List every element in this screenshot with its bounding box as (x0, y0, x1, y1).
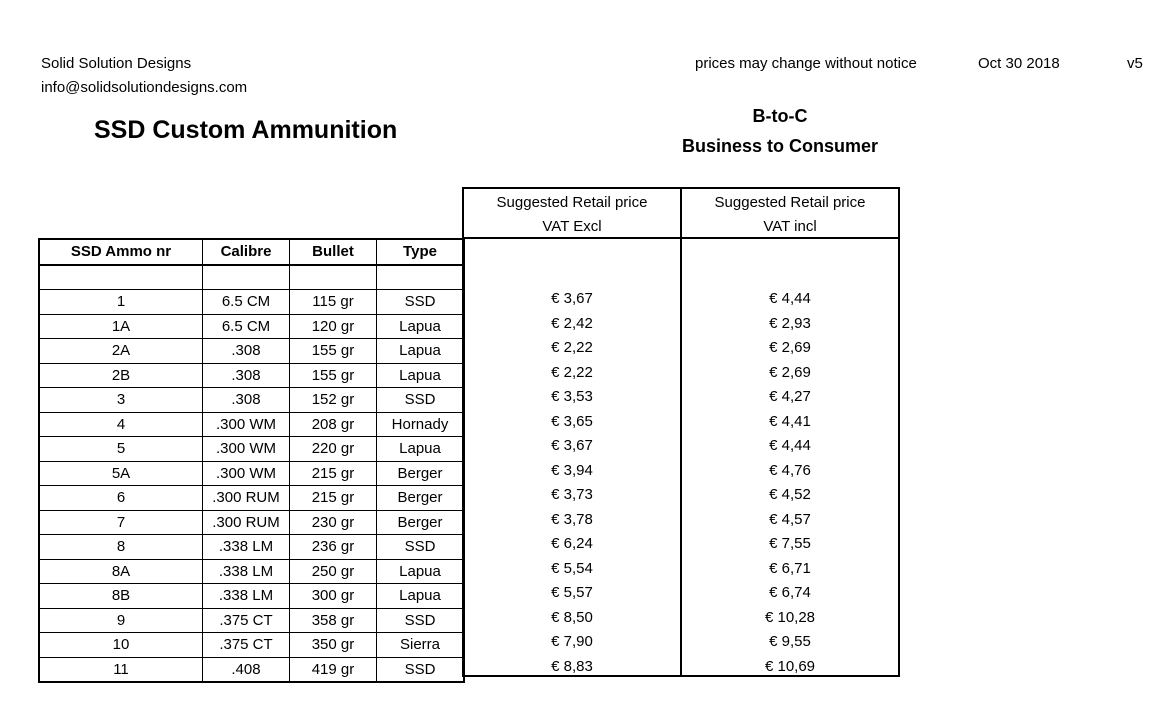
table-cell: 155 gr (290, 339, 377, 364)
table-row-empty (39, 265, 464, 290)
price-cell: € 4,27 (769, 388, 811, 405)
table-cell: .300 RUM (203, 486, 290, 511)
table-cell: 8B (39, 584, 203, 609)
table-cell: 8 (39, 535, 203, 560)
table-cell: 9 (39, 608, 203, 633)
table-cell: .308 (203, 388, 290, 413)
table-cell: 120 gr (290, 314, 377, 339)
table-cell: 1A (39, 314, 203, 339)
table-cell: 6.5 CM (203, 314, 290, 339)
price-list-vat-excl (464, 287, 680, 679)
table-cell: SSD (377, 608, 465, 633)
table-cell: 250 gr (290, 559, 377, 584)
price-cell: € 2,42 (551, 314, 593, 332)
table-row (39, 461, 464, 486)
table-cell: 236 gr (290, 535, 377, 560)
table-cell: 215 gr (290, 461, 377, 486)
table-cell: 208 gr (290, 412, 377, 437)
segment-label: B-to-C (752, 106, 808, 126)
table-row (39, 437, 464, 462)
table-cell: Lapua (377, 559, 465, 584)
table-cell: .300 WM (203, 412, 290, 437)
table-cell: Lapua (377, 584, 465, 609)
table-cell: 215 gr (290, 486, 377, 511)
price-cell: € 2,69 (769, 363, 811, 381)
table-cell: SSD (377, 535, 465, 560)
price-list-vat-incl (682, 287, 898, 679)
page-title: SSD Custom Ammunition (94, 116, 398, 144)
price-cell: € 6,24 (551, 535, 593, 552)
price-cell: € 9,55 (769, 633, 811, 650)
price-header-line: Suggested Retail price (496, 194, 648, 211)
table-cell: .300 WM (203, 461, 290, 486)
table-cell: Berger (377, 510, 465, 535)
table-cell: 6.5 CM (203, 290, 290, 315)
price-header-line: VAT Excl (542, 218, 602, 235)
table-row (39, 657, 464, 682)
table-row (39, 584, 464, 609)
table-row (39, 314, 464, 339)
table-cell: 3 (39, 388, 203, 413)
price-cell: € 10,69 (764, 657, 816, 675)
table-cell: .300 RUM (203, 510, 290, 535)
ammo-table (38, 238, 465, 683)
price-column-vat-incl (680, 187, 900, 677)
column-header: Type (377, 239, 465, 265)
table-cell: 220 gr (290, 437, 377, 462)
table-cell: Sierra (377, 633, 465, 658)
table-row (39, 290, 464, 315)
table-row (39, 388, 464, 413)
table-cell: SSD (377, 290, 465, 315)
table-cell: 230 gr (290, 510, 377, 535)
table-cell: .408 (203, 657, 290, 682)
price-cell: € 4,44 (769, 290, 811, 307)
price-cell: € 5,57 (551, 584, 593, 601)
table-row (39, 559, 464, 584)
table-cell: 358 gr (290, 608, 377, 633)
table-cell (377, 265, 465, 290)
table-cell: Lapua (377, 314, 465, 339)
price-cell: € 8,83 (551, 657, 593, 675)
price-cell: € 3,65 (551, 412, 593, 430)
price-cell: € 4,57 (769, 510, 811, 528)
table-body (39, 265, 464, 683)
column-header: Bullet (290, 239, 377, 265)
price-cell: € 3,73 (551, 486, 593, 503)
table-cell: 2A (39, 339, 203, 364)
table-cell: 8A (39, 559, 203, 584)
column-header: SSD Ammo nr (39, 239, 203, 265)
price-cell: € 2,69 (769, 339, 811, 356)
price-cell: € 3,94 (551, 461, 593, 479)
table-cell: .300 WM (203, 437, 290, 462)
company-email: info@solidsolutiondesigns.com (41, 79, 248, 96)
table-cell: 155 gr (290, 363, 377, 388)
document-version: v5 (1127, 55, 1143, 72)
price-cell: € 4,44 (769, 437, 811, 454)
table-cell (290, 265, 377, 290)
column-header: Calibre (203, 239, 290, 265)
table-row (39, 608, 464, 633)
price-cell: € 3,67 (551, 437, 593, 454)
table-cell: 350 gr (290, 633, 377, 658)
table-cell: 10 (39, 633, 203, 658)
company-name: Solid Solution Designs (41, 55, 192, 72)
table-cell: 4 (39, 412, 203, 437)
segment-full-label: Business to Consumer (681, 136, 879, 156)
price-cell: € 6,74 (769, 584, 811, 601)
table-cell: 2B (39, 363, 203, 388)
price-header-line: VAT incl (763, 218, 817, 235)
table-cell: 5 (39, 437, 203, 462)
price-cell: € 10,28 (764, 608, 816, 626)
table-cell: 1 (39, 290, 203, 315)
table-cell: Hornady (377, 412, 465, 437)
price-cell: € 3,78 (551, 510, 593, 528)
price-header-vat-excl (464, 189, 680, 239)
table-row (39, 486, 464, 511)
table-cell: .375 CT (203, 608, 290, 633)
table-cell: 152 gr (290, 388, 377, 413)
table-cell: .338 LM (203, 535, 290, 560)
table-row (39, 412, 464, 437)
table-row (39, 339, 464, 364)
table-cell: 7 (39, 510, 203, 535)
table-cell: SSD (377, 657, 465, 682)
table-header-row (39, 239, 464, 265)
table-cell: 6 (39, 486, 203, 511)
price-column-vat-excl (462, 187, 682, 677)
table-cell: .308 (203, 339, 290, 364)
price-cell: € 8,50 (551, 608, 593, 626)
price-cell: € 5,54 (551, 559, 593, 577)
price-cell: € 4,76 (769, 461, 811, 479)
table-cell: 300 gr (290, 584, 377, 609)
table-cell: 11 (39, 657, 203, 682)
document-date: Oct 30 2018 (978, 55, 1060, 72)
table-cell: .338 LM (203, 559, 290, 584)
table-row (39, 633, 464, 658)
table-cell: 5A (39, 461, 203, 486)
table-cell: .308 (203, 363, 290, 388)
table-cell (203, 265, 290, 290)
price-header-line: Suggested Retail price (714, 194, 866, 211)
price-cell: € 2,93 (769, 314, 811, 332)
price-cell: € 4,41 (769, 412, 811, 430)
price-cell: € 6,71 (769, 559, 811, 577)
price-cell: € 2,22 (551, 339, 593, 356)
table-row (39, 510, 464, 535)
table-cell: .375 CT (203, 633, 290, 658)
table-cell: Berger (377, 461, 465, 486)
table-cell: .338 LM (203, 584, 290, 609)
table-cell: Lapua (377, 437, 465, 462)
table-row (39, 363, 464, 388)
price-cell: € 7,55 (769, 535, 811, 552)
price-cell: € 3,53 (551, 388, 593, 405)
table-cell (39, 265, 203, 290)
table-cell: Berger (377, 486, 465, 511)
table-cell: Lapua (377, 363, 465, 388)
price-header-vat-incl (682, 189, 898, 239)
table-cell: 419 gr (290, 657, 377, 682)
table-cell: 115 gr (290, 290, 377, 315)
table-row (39, 535, 464, 560)
price-cell: € 7,90 (551, 633, 593, 650)
price-cell: € 3,67 (551, 290, 593, 307)
price-columns (462, 187, 900, 680)
price-notice: prices may change without notice (695, 55, 917, 72)
price-cell: € 4,52 (769, 486, 811, 503)
table-cell: SSD (377, 388, 465, 413)
price-cell: € 2,22 (551, 363, 593, 381)
table-cell: Lapua (377, 339, 465, 364)
